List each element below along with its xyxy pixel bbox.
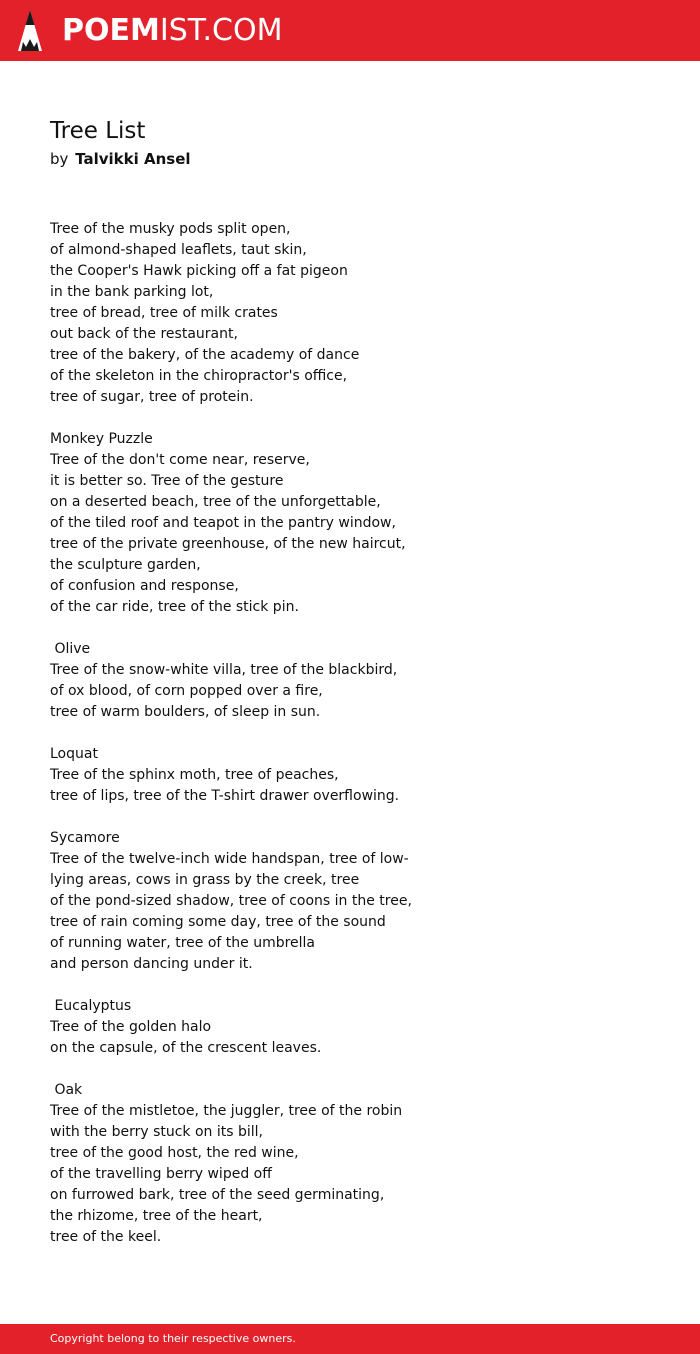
poem-author: Talvikki Ansel — [75, 150, 191, 168]
site-header — [0, 0, 700, 61]
poem-title: Tree List — [50, 118, 146, 144]
copyright-notice: Copyright belong to their respective owners. — [50, 1332, 296, 1345]
site-logo-link[interactable] — [17, 8, 282, 54]
logo-bold-text: POEM — [62, 13, 160, 48]
pencil-tip-icon — [17, 9, 43, 53]
poem-body: Tree of the musky pods split open, of almond-shaped leaflets, taut skin, the Cooper's Hawk picking off a fat pigeon in the bank parking lot, tree of bread, tree of milk crates out back of the restaurant, tree of the bakery, of the academy of dance of the skeleton in the chiropractor's office, tree of sugar, tree of protein. Monkey Puzzle Tree of the don't come near, reserve, it is better so. Tree of the gesture on a deserted beach, tree of the unforgettable, of the tiled roof and teapot in the pantry window, tree of the private greenhouse, of the new haircut, the sculpture garden, of confusion and response, of the car ride, tree of the stick pin. Olive Tree of the snow-white villa, tree of the blackbird, of ox blood, of corn popped over a fire, tree of warm boulders, of sleep in sun. Loquat Tree of the sphinx moth, tree of peaches, tree of lips, tree of the T-shirt drawer overflowing. Sycamore Tree of the twelve-inch wide handspan, tree of low- lying areas, cows in grass by the creek, tree of the pond-sized shadow, tree of coons in the tree, tree of rain coming some day, tree of the sound of running water, tree of the umbrella and person dancing under it. Eucalyptus Tree of the golden halo on the capsule, of the crescent leaves. Oak Tree of the mistletoe, the juggler, tree of the robin with the berry stuck on its bill, tree of the good host, the red wine, of the travelling berry wiped off on furrowed bark, tree of the seed germinating, the rhizome, tree of the heart, tree of the keel. — [50, 221, 412, 1245]
site-logo-wordmark — [62, 13, 283, 48]
poem-byline — [50, 149, 191, 169]
site-footer — [0, 1324, 700, 1354]
by-label: by — [50, 150, 69, 168]
logo-light-text: IST.COM — [159, 13, 283, 48]
